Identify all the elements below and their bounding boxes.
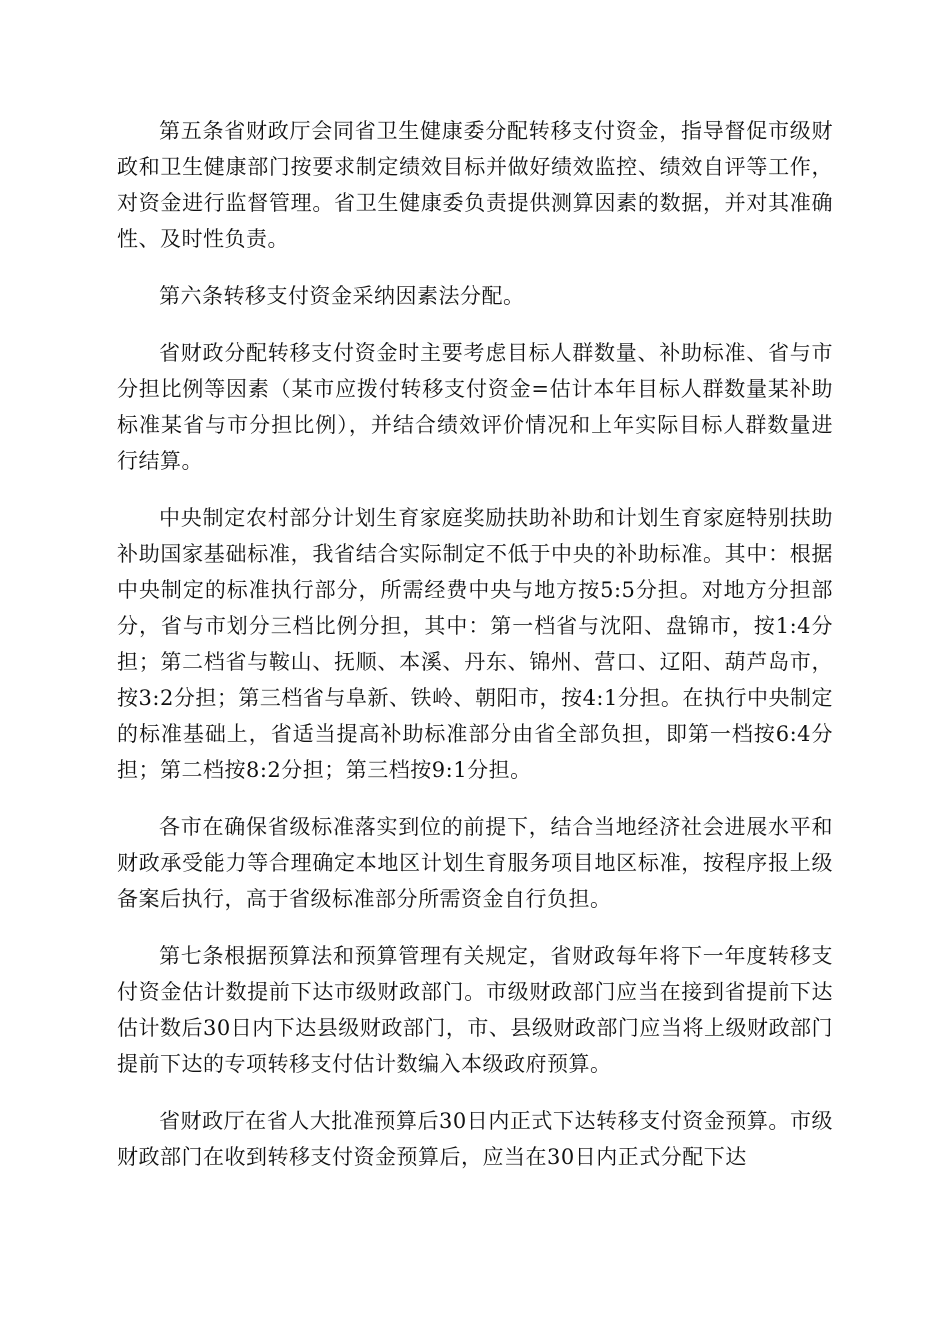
paragraph-article-5: 第五条省财政厅会同省卫生健康委分配转移支付资金，指导督促市级财政和卫生健康部门按要求制定绩效目标并做好绩效监控、绩效自评等工作，对资金进行监督管理。省卫生健康委负责提供测算因素的数据，并对其准确性、及时性负责。 bbox=[117, 119, 833, 251]
paragraph-article-7: 第七条根据预算法和预算管理有关规定，省财政每年将下一年度转移支付资金估计数提前下达市级财政部门。市级财政部门应当在接到省提前下达估计数后30日内下达县级财政部门，市、县级财政部门应当将上级财政部门提前下达的专项转移支付估计数编入本级政府预算。 bbox=[117, 944, 833, 1076]
paragraph-city-standards: 各市在确保省级标准落实到位的前提下，结合当地经济社会进展水平和财政承受能力等合理确定本地区计划生育服务项目地区标准，按程序报上级备案后执行，高于省级标准部分所需资金自行负担。 bbox=[117, 815, 833, 911]
paragraph-central-standards: 中央制定农村部分计划生育家庭奖励扶助补助和计划生育家庭特别扶助补助国家基础标准，我省结合实际制定不低于中央的补助标准。其中：根据中央制定的标准执行部分，所需经费中央与地方按5:5分担。对地方分担部分，省与市划分三档比例分担，其中：第一档省与沈阳、盘锦市，按1:4分担；第二档省与鞍山、抚顺、本溪、丹东、锦州、营口、辽阳、葫芦岛市，按3:2分担；第三档省与阜新、铁岭、朝阳市，按4:1分担。在执行中央制定的标准基础上，省适当提高补助标准部分由省全部负担，即第一档按6:4分担；第二档按8:2分担；第三档按9:1分担。 bbox=[117, 506, 833, 782]
document-page bbox=[117, 113, 833, 1196]
paragraph-budget-issuance: 省财政厅在省人大批准预算后30日内正式下达转移支付资金预算。市级财政部门在收到转移支付资金预算后，应当在30日内正式分配下达 bbox=[117, 1109, 833, 1169]
paragraph-allocation-factors: 省财政分配转移支付资金时主要考虑目标人群数量、补助标准、省与市分担比例等因素（某市应拨付转移支付资金=估计本年目标人群数量某补助标准某省与市分担比例），并结合绩效评价情况和上年实际目标人群数量进行结算。 bbox=[117, 341, 833, 473]
paragraph-article-6: 第六条转移支付资金采纳因素法分配。 bbox=[159, 284, 525, 308]
